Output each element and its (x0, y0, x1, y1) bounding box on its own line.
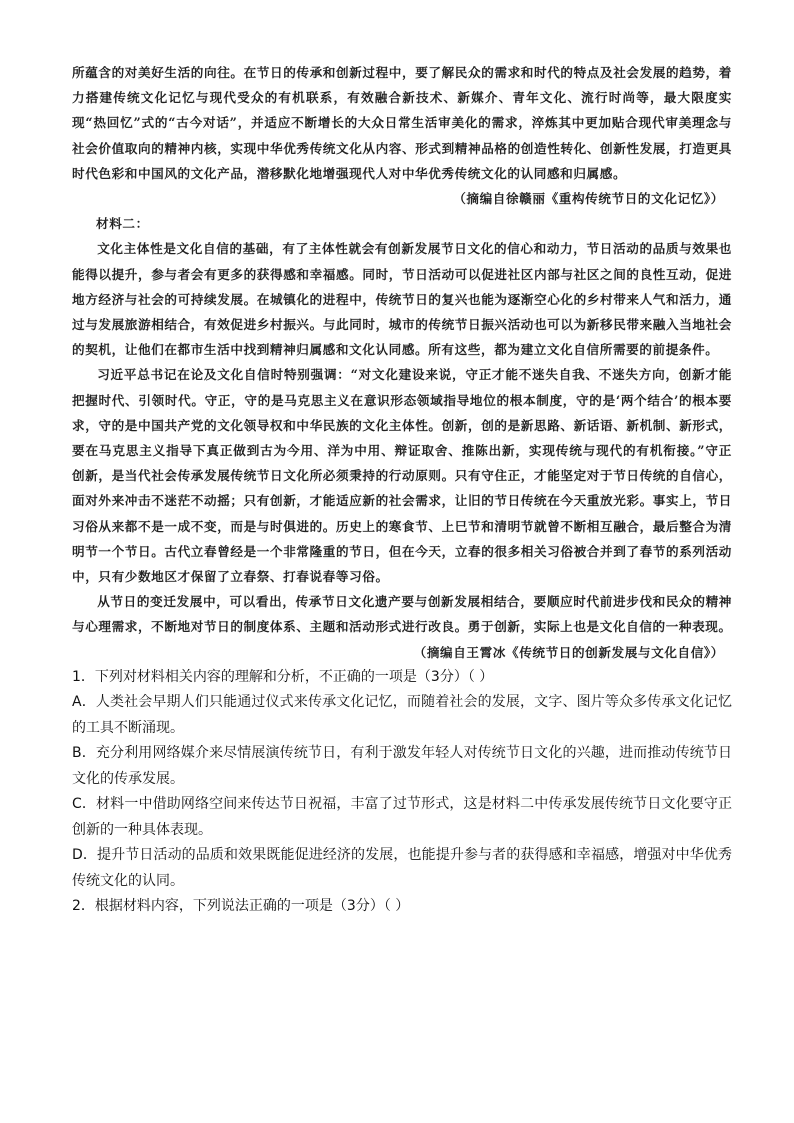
question-1-stem: 1．下列对材料相关内容的理解和分析，不正确的一项是（3分）（ ） (72, 668, 494, 685)
intro-paragraph: 所蕴含的对美好生活的向往。在节日的传承和创新过程中，要了解民众的需求和时代的特点及社会发展的趋势，着力搭建传统文化记忆与现代受众的有机联系，有效融合新技术、新媒介、青年文化、流行时尚等，最大限度实现“热回忆”式的“古今对话”，并适应不断增长的大众日常生活审美化的需求，淬炼其中更加贴合现代审美理念与社会价值取向的精神内核，实现中华优秀传统文化从内容、形式到精神品格的创造性转化、创新性发展，打造更具时代色彩和中国风的文化产品，潜移默化地增强现代人对中华优秀传统文化的认同感和归属感。 (72, 65, 732, 181)
material-two-paragraph-1: 文化主体性是文化自信的基础，有了主体性就会有创新发展节日文化的信心和动力，节日活动的品质与效果也能得以提升，参与者会有更多的获得感和幸福感。同时，节日活动可以促进社区内部与社区之间的良性互动，促进地方经济与社会的可持续发展。在城镇化的进程中，传统节日的复兴也能为逐渐空心化的乡村带来人气和活力，通过与发展旅游相结合，有效促进乡村振兴。与此同时，城市的传统节日振兴活动也可以为新移民带来融入当地社会的契机，让他们在都市生活中找到精神归属感和文化认同感。所有这些，都为建立文化自信所需要的前提条件。 (72, 241, 732, 358)
material-two-label: 材料二： (96, 216, 149, 232)
material-one-source: （摘编自徐赣丽《重构传统节日的文化记忆》） (453, 191, 724, 207)
material-two-source: （摘编自王霄冰《传统节日的创新发展与文化自信》） (413, 644, 724, 660)
question-2-stem: 2．根据材料内容，下列说法正确的一项是（3分）（ ） (72, 898, 410, 915)
question-1-option-c: C．材料一中借助网络空间来传达节日祝福，丰富了过节形式，这是材料二中传承发展传统节日文化要守正创新的一种具体表现。 (72, 796, 732, 838)
material-two-paragraph-3: 从节日的变迁发展中，可以看出，传承节日文化遗产要与创新发展相结合，要顺应时代前进步伐和民众的精神与心理需求，不断地对节日的制度体系、主题和活动形式进行改良。勇于创新，实际上也是文化自信的一种表现。 (72, 594, 732, 635)
question-1-option-b: B．充分利用网络媒介来尽情展演传统节日，有利于激发年轻人对传统节日文化的兴趣，进而推动传统节日文化的传承发展。 (72, 745, 732, 787)
question-1-option-d: D．提升节日活动的品质和效果既能促进经济的发展，也能提升参与者的获得感和幸福感，增强对中华优秀传统文化的认同。 (72, 847, 732, 889)
material-one-tail (72, 60, 732, 211)
material-two-paragraph-2: 习近平总书记在论及文化自信时特别强调：“对文化建设来说，守正才能不迷失自我、不迷失方向，创新才能把握时代、引领时代。守正，守的是马克思主义在意识形态领域指导地位的根本制度，守的是‘两个结合’的根本要求，守的是中国共产党的文化领导权和中华民族的文化主体性。创新，创的是新思路、新话语、新机制、新形式，要在马克思主义指导下真正做到古为今用、洋为中用、辩证取舍、推陈出新，实现传统与现代的有机衔接。”守正创新，是当代社会传承发展传统节日文化所必须秉持的行动原则。只有守住正，才能坚定对于节日传统的自信心，面对外来冲击不迷茫不动摇；只有创新，才能适应新的社会需求，让旧的节日传统在今天重放光彩。事实上，节日习俗从来都不是一成不变，而是与时俱进的。历史上的寒食节、上巳节和清明节就曾不断相互融合，最后整合为清明节一个节日。古代立春曾经是一个非常隆重的节日，但在今天，立春的很多相关习俗被合并到了春节的系列活动中，只有少数地区才保留了立春祭、打春说春等习俗。 (72, 367, 732, 585)
material-two (72, 211, 732, 665)
question-section (72, 665, 732, 920)
document-page (72, 60, 732, 920)
question-1-option-a: A．人类社会早期人们只能通过仪式来传承文化记忆，而随着社会的发展，文字、图片等众多传承文化记忆的工具不断涌现。 (72, 694, 732, 736)
